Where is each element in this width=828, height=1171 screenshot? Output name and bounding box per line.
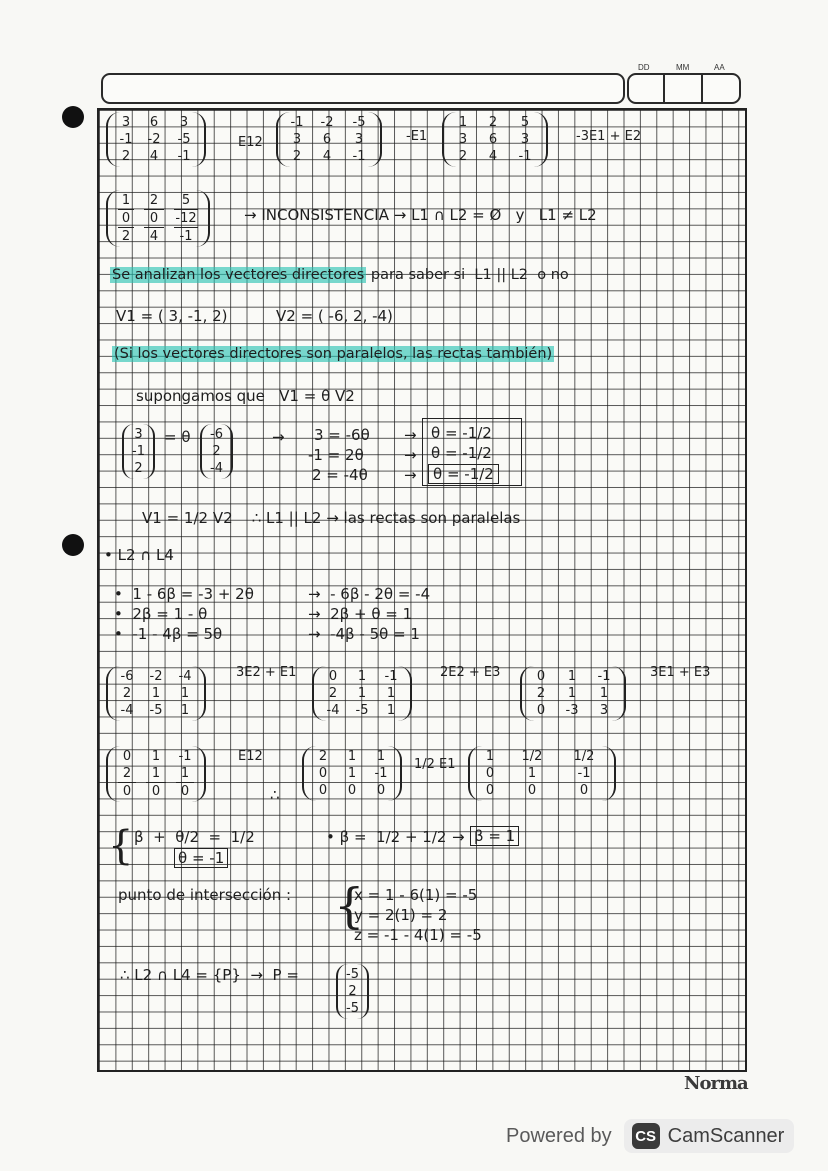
eq-left-2: • 2β = 1 - θ (114, 605, 208, 623)
brace-eq-2: θ = -1 (174, 848, 228, 868)
final-conclusion: ∴ L2 ∩ L4 = {P} → P = (120, 966, 299, 984)
eq-left-1: • 1 - 6β = -3 + 2θ (114, 585, 254, 603)
intersection-label: punto de intersección : (118, 886, 292, 904)
point-p-vector: -5 2 -5 (336, 964, 369, 1019)
eq-right-3: → -4β - 5θ = 1 (308, 625, 420, 643)
l2-l4-heading: • L2 ∩ L4 (104, 546, 174, 564)
date-label-mm: MM (676, 63, 690, 72)
column-vector-v1: 3 -1 2 (122, 424, 155, 479)
point-x: x = 1 - 6(1) = -5 (354, 886, 478, 904)
date-label-aa: AA (714, 63, 725, 72)
binder-hole-bottom (62, 534, 84, 556)
matrix-5: -6 -2 -4 2 1 1 -4 -5 1 (106, 666, 206, 721)
matrix-6: 0 1 -1 2 1 1 -4 -5 1 (312, 666, 412, 721)
beta-result: β = 1 (470, 826, 519, 846)
eq-right-1: → - 6β - 2θ = -4 (308, 585, 431, 603)
camscanner-icon: CS (632, 1123, 660, 1149)
highlight-parallel-line: (Si los vectores directores son paralelos, las rectas también) (114, 346, 553, 362)
eq-left-3: • -1 - 4β = 5θ (114, 625, 223, 643)
brace-eq-1: β + θ/2 = 1/2 (134, 828, 255, 846)
point-z: z = -1 - 4(1) = -5 (354, 926, 482, 944)
op-half-e1: 1/2 E1 (414, 757, 456, 772)
title-box (101, 73, 625, 104)
camscanner-watermark (506, 1116, 794, 1156)
arrow-beta: → (452, 828, 465, 846)
matrix-8: 0 1 -1 2 1 1 0 0 0 (106, 746, 206, 802)
matrix-2: -1 -2 -5 3 6 3 2 4 -1 (276, 112, 382, 167)
therefore-symbol: ∴ (270, 786, 280, 804)
arrow-2c: → (404, 466, 417, 484)
powered-by-text: Powered by (506, 1124, 612, 1147)
theta-eq-1: 3 = -6θ (314, 426, 370, 444)
op-2e2-e3: 2E2 + E3 (440, 665, 501, 680)
norma-logo: Norma (684, 1073, 748, 1094)
op-3e2-e1: 3E2 + E1 (236, 665, 297, 680)
camscanner-name: CamScanner (667, 1124, 785, 1147)
point-brace: { (334, 878, 365, 934)
theta-result-1: θ = -1/2 (431, 424, 492, 442)
beta-calculation: • β = 1/2 + 1/2 (326, 828, 447, 846)
theta-result-2: θ = -1/2 (431, 444, 492, 462)
parallel-conclusion: V1 = 1/2 V2 ∴ L1 || L2 → las rectas son paralelas (142, 509, 521, 527)
arrow-2a: → (404, 426, 417, 444)
op-3e1-e3: 3E1 + E3 (650, 665, 711, 680)
column-vector-v2: -6 2 -4 (200, 424, 233, 479)
vector-v1: V1 = ( 3, -1, 2) (116, 307, 228, 325)
highlight-vectors-line: Se analizan los vectores directores para saber si L1 || L2 o no (112, 267, 569, 283)
op-minus-e1: -E1 (406, 129, 428, 144)
date-label-dd: DD (638, 63, 650, 72)
arrow-2b: → (404, 446, 417, 464)
arrow-1: → (272, 428, 285, 446)
matrix-1: 3 6 3 -1 -2 -5 2 4 -1 (106, 112, 206, 167)
theta-eq-3: 2 = -4θ (312, 466, 368, 484)
matrix-7: 0 1 -1 2 1 1 0 -3 3 (520, 666, 626, 721)
binder-hole-top (62, 106, 84, 128)
matrix-9: 2 1 1 0 1 -1 0 0 0 (302, 746, 402, 801)
matrix-10: 1 1/2 1/2 0 1 -1 0 0 0 (468, 746, 616, 801)
inconsistency-text: → INCONSISTENCIA → L1 ∩ L2 = Ø y L1 ≠ L2 (244, 206, 597, 224)
matrix-3: 1 2 5 3 6 3 2 4 -1 (442, 112, 548, 167)
vector-v2: V2 = ( -6, 2, -4) (276, 307, 393, 325)
op-e12-b: E12 (238, 749, 263, 764)
camscanner-badge (624, 1119, 795, 1153)
point-y: y = 2(1) = 2 (354, 906, 448, 924)
system-brace: { (108, 823, 134, 869)
date-box (627, 73, 741, 104)
theta-result-3: θ = -1/2 (428, 464, 499, 484)
op-e12: E12 (238, 135, 263, 150)
theta-eq-2: -1 = 2θ (308, 446, 364, 464)
supongamos-line: supongamos que V1 = θ V2 (136, 387, 355, 405)
eq-right-2: → 2β + θ = 1 (308, 605, 413, 623)
equals-theta: = θ (164, 428, 191, 446)
matrix-4: 1 2 5 0 0 -12 2 4 -1 (106, 190, 210, 247)
op-3e1-e2: -3E1 + E2 (576, 129, 642, 144)
